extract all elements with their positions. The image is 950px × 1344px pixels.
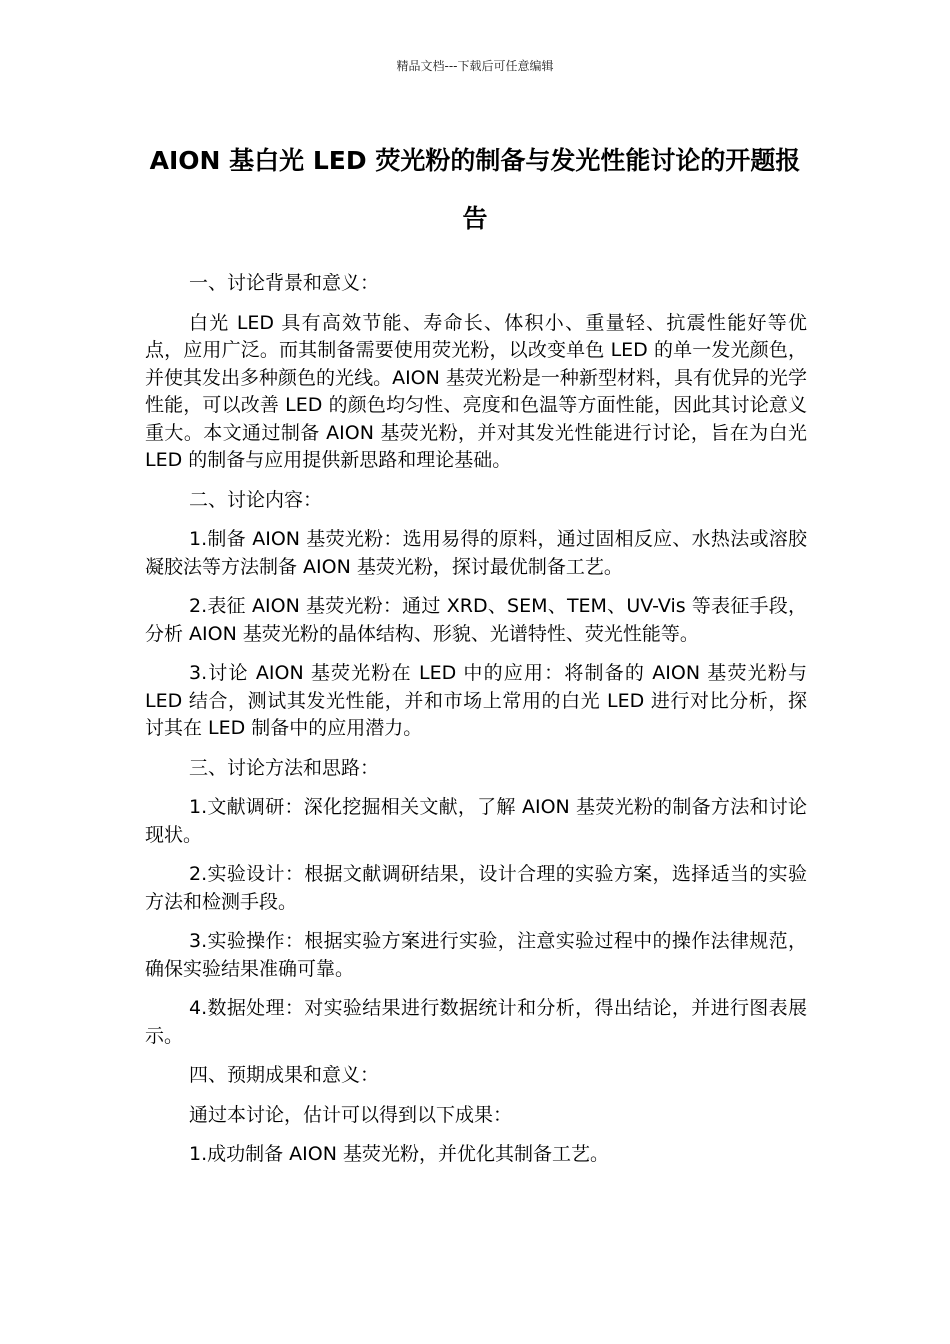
header-note: 精品文档---下载后可任意编辑 [396,59,554,73]
paragraph-methods-2: 2.实验设计：根据文献调研结果，设计合理的实验方案，选择适当的实验方法和检测手段。 [145,863,807,913]
paragraph-methods-3: 3.实验操作：根据实验方案进行实验，注意实验过程中的操作法律规范，确保实验结果准确可靠。 [145,930,807,980]
paragraph-background: 白光 LED 具有高效节能、寿命长、体积小、重量轻、抗震性能好等优点，应用广泛。而其制备需要使用荧光粉，以改变单色 LED 的单一发光颜色，并使其发出多种颜色的光线。AION 基荧光粉是一种新型材料，具有优异的光学性能，可以改善 LED 的颜色均匀性、亮度和色温等方面性能，因此其讨论意义重大。本文通过制备 AION 基荧光粉，并对其发光性能进行讨论，旨在为白光 LED 的制备与应用提供新思路和理论基础。 [145,311,807,471]
section-heading-content: 二、讨论内容： [189,488,323,511]
paragraph-outcomes-1: 1.成功制备 AION 基荧光粉，并优化其制备工艺。 [189,1143,609,1165]
paragraph-content-1: 1.制备 AION 基荧光粉：选用易得的原料，通过固相反应、水热法或溶胶凝胶法等方法制备 AION 基荧光粉，探讨最优制备工艺。 [145,528,807,578]
paragraph-content-3: 3.讨论 AION 基荧光粉在 LED 中的应用：将制备的 AION 基荧光粉与 LED 结合，测试其发光性能，并和市场上常用的白光 LED 进行对比分析，探讨其在 LED 制备中的应用潜力。 [145,662,807,739]
document-title: AION 基白光 LED 荧光粉的制备与发光性能讨论的开题报告 [149,146,801,233]
paragraph-content-2: 2.表征 AION 基荧光粉：通过 XRD、SEM、TEM、UV-Vis 等表征手段，分析 AION 基荧光粉的晶体结构、形貌、光谱特性、荧光性能等。 [145,595,807,645]
section-heading-methods: 三、讨论方法和思路： [189,756,380,779]
paragraph-methods-4: 4.数据处理：对实验结果进行数据统计和分析，得出结论，并进行图表展示。 [145,997,807,1047]
paragraph-methods-1: 1.文献调研：深化挖掘相关文献，了解 AION 基荧光粉的制备方法和讨论现状。 [145,796,807,846]
section-heading-outcomes: 四、预期成果和意义： [189,1064,380,1086]
section-heading-background: 一、讨论背景和意义： [189,272,380,294]
document-body [145,270,807,1181]
paragraph-outcomes-intro: 通过本讨论，估计可以得到以下成果： [189,1103,513,1126]
